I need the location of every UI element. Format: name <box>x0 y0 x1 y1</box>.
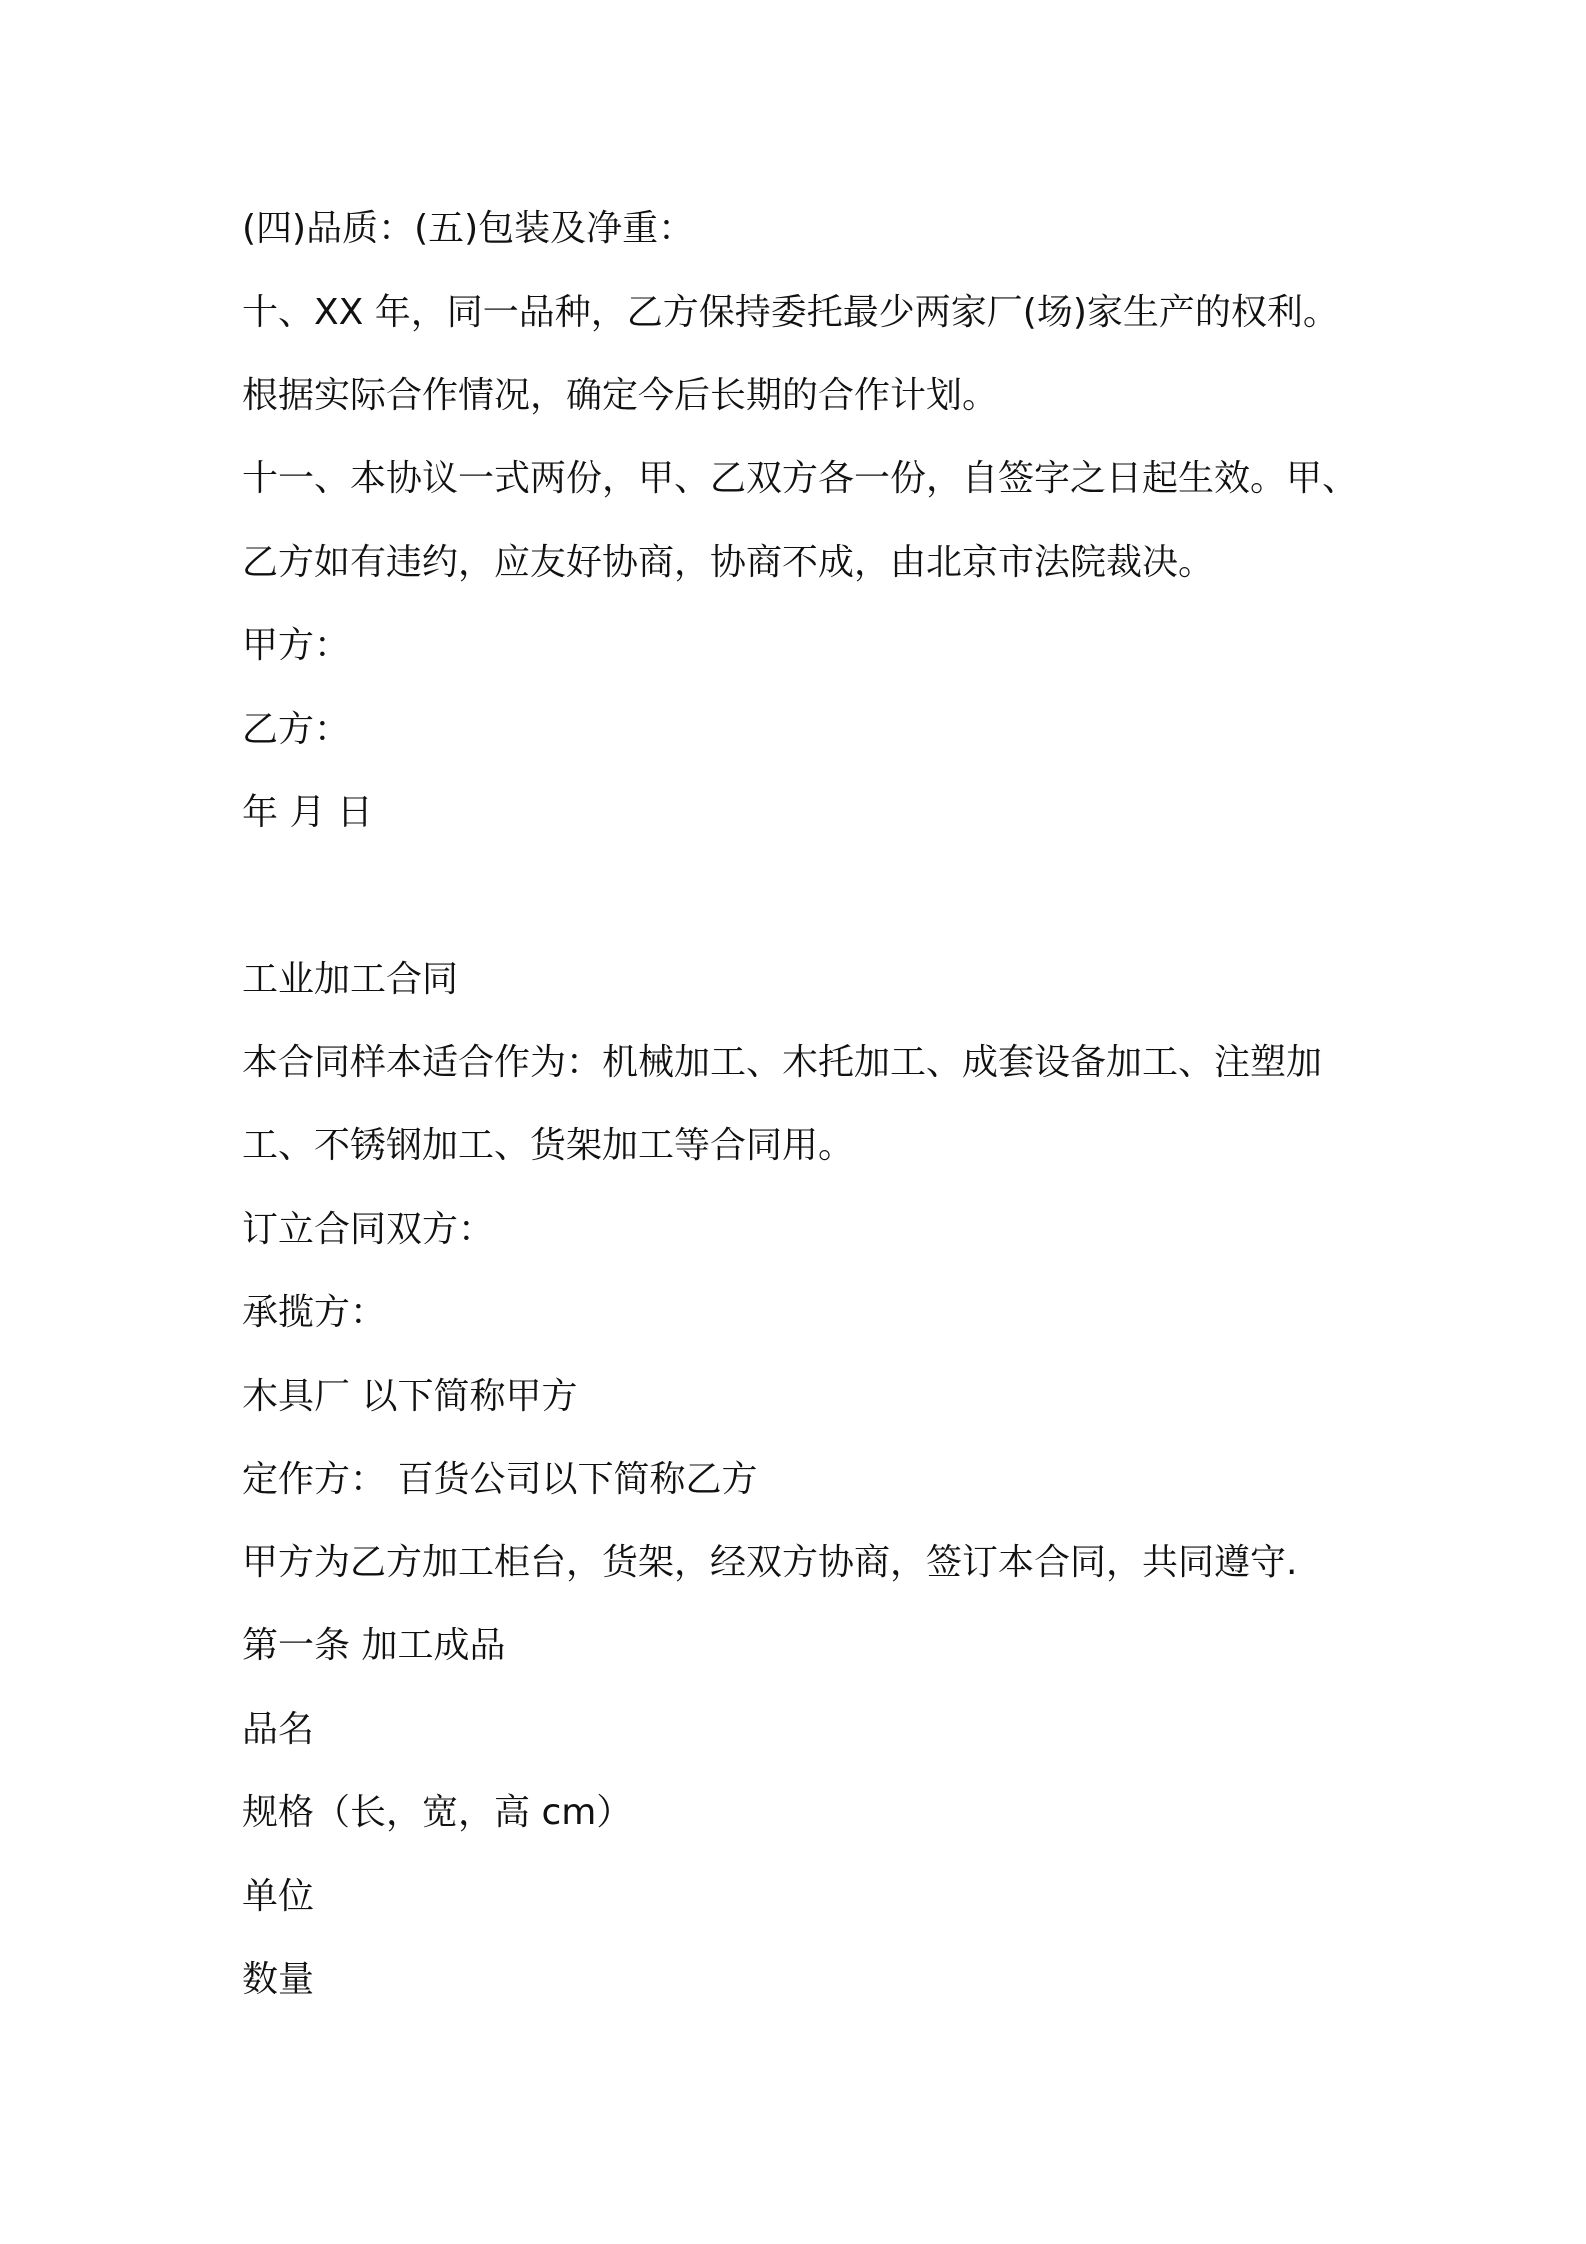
text-line-product-name: 品名 <box>242 1709 315 1750</box>
text-line-quality-packaging: (四)品质：(五)包装及净重： <box>242 208 695 249</box>
text-line-contractor: 承揽方： <box>242 1292 387 1333</box>
contract-title: 工业加工合同 <box>242 959 459 1000</box>
text-line-party-a: 甲方： <box>242 625 351 666</box>
text-line-clause-10: 十、XX 年，同一品种，乙方保持委托最少两家厂(场)家生产的权利。 <box>242 292 1339 333</box>
text-line-applicability: 本合同样本适合作为：机械加工、木托加工、成套设备加工、注塑加 <box>242 1042 1323 1083</box>
text-line-party-b: 乙方： <box>242 709 351 750</box>
text-line-unit: 单位 <box>242 1876 315 1917</box>
text-line-ordering-party: 定作方： 百货公司以下简称乙方 <box>242 1459 758 1500</box>
text-line-agreement: 甲方为乙方加工柜台，货架，经双方协商，签订本合同，共同遵守. <box>242 1542 1298 1583</box>
text-line-date: 年 月 日 <box>242 792 373 833</box>
text-line-contracting-parties: 订立合同双方： <box>242 1209 495 1250</box>
text-line-quantity: 数量 <box>242 1959 315 2000</box>
text-line-contractor-name: 木具厂 以下简称甲方 <box>242 1376 578 1417</box>
text-line-cooperation-plan: 根据实际合作情况，确定今后长期的合作计划。 <box>242 375 999 416</box>
text-line-clause-11: 十一、本协议一式两份，甲、乙双方各一份，自签字之日起生效。甲、 <box>242 458 1359 499</box>
text-line-breach: 乙方如有违约，应友好协商，协商不成，由北京市法院裁决。 <box>242 542 1215 583</box>
text-line-specification: 规格（长，宽，高 cm） <box>242 1792 633 1833</box>
article-1-heading: 第一条 加工成品 <box>242 1625 506 1666</box>
text-line-applicability-cont: 工、不锈钢加工、货架加工等合同用。 <box>242 1125 855 1166</box>
